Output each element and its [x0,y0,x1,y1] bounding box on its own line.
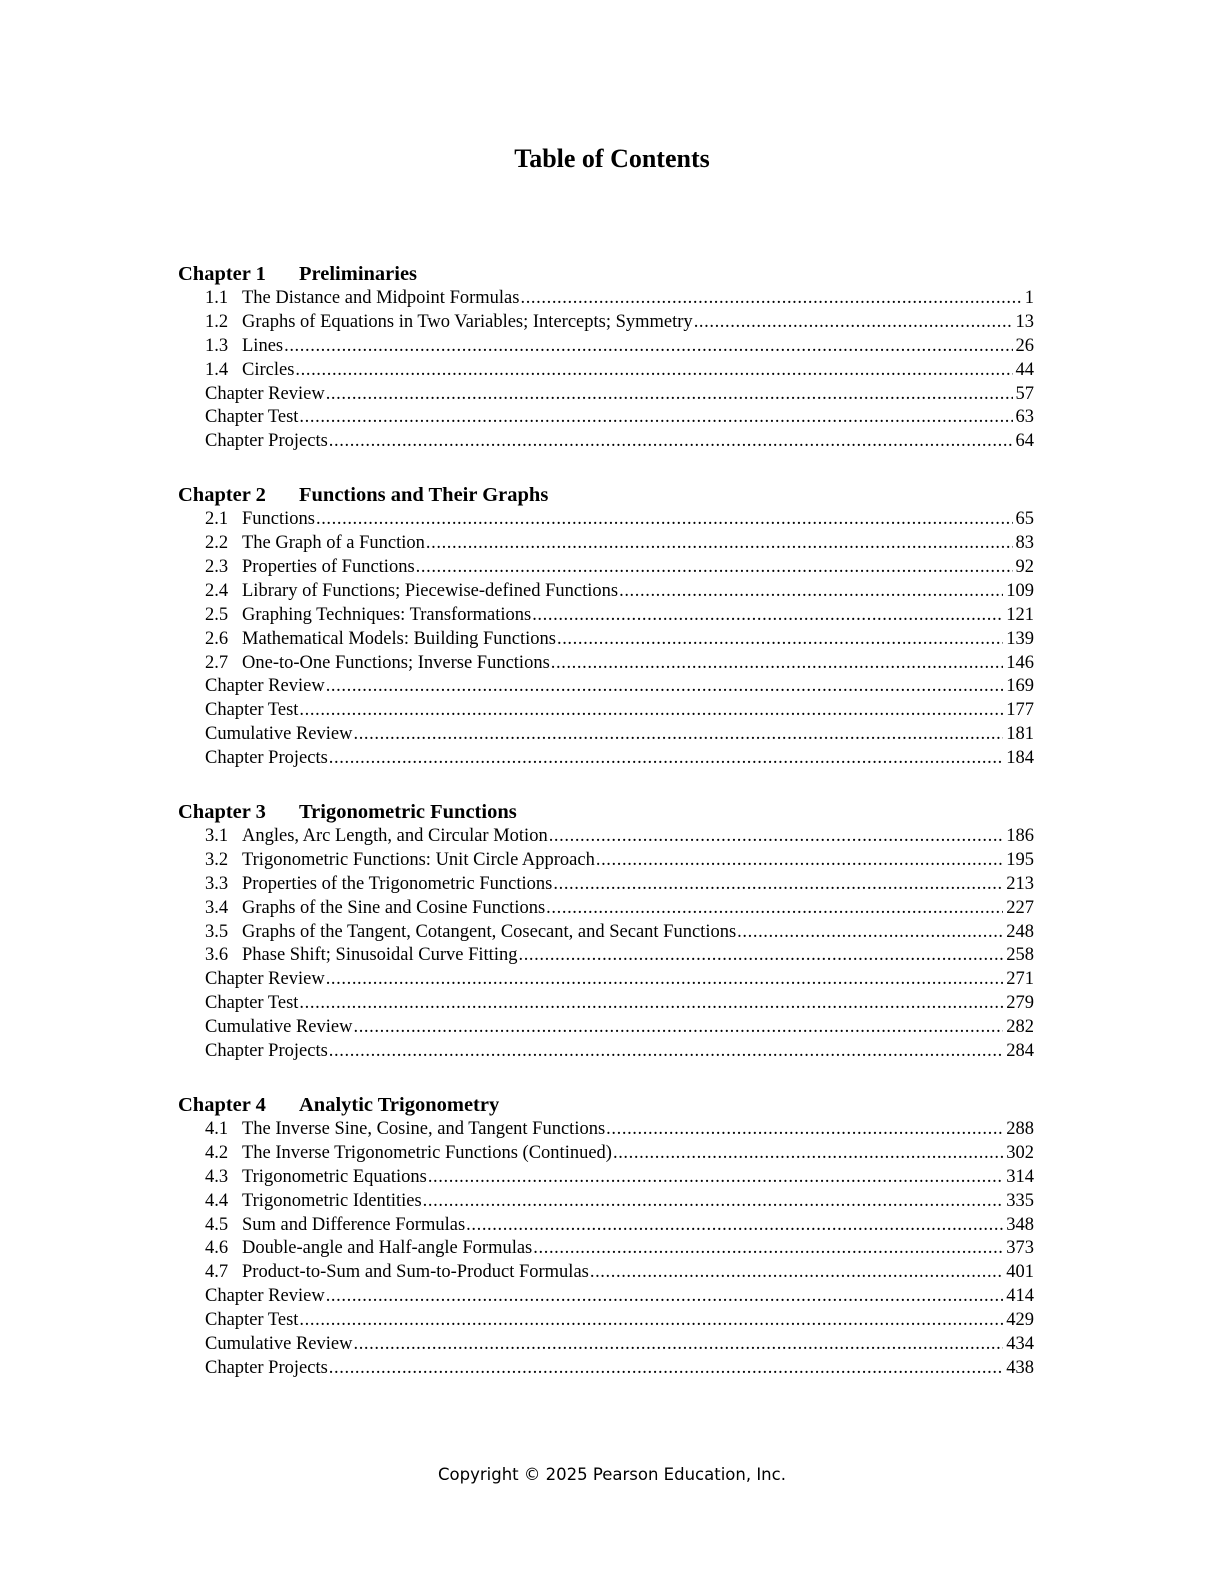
dot-leader [329,1040,1003,1064]
chapter-name: Functions and Their Graphs [299,484,549,507]
dot-leader [520,287,1021,311]
entry-title: The Graph of a Function [242,533,425,554]
dot-leader [299,699,1003,723]
page-number: 64 [1015,431,1034,452]
toc-entry[interactable] [205,1016,1034,1040]
chapter-entries [205,287,1034,454]
toc-entry[interactable] [205,897,1034,921]
entry-title: Angles, Arc Length, and Circular Motion [242,826,548,847]
entry-title: The Inverse Trigonometric Functions (Continued) [242,1142,612,1163]
page-number: 121 [1006,604,1034,625]
section-number: 3.4 [205,897,229,918]
toc-entry[interactable] [205,311,1034,335]
dot-leader [326,383,1013,407]
section-number: 1.3 [205,335,229,356]
section-number: 4.7 [205,1262,229,1283]
section-number: 2.2 [205,533,229,554]
entry-title: Chapter Test [205,1310,299,1331]
entry-title: Chapter Projects [205,1041,328,1062]
page-number: 26 [1015,335,1034,356]
entry-title: The Distance and Midpoint Formulas [242,288,520,308]
dot-leader [590,1261,1003,1285]
entry-title: Double-angle and Half-angle Formulas [242,1238,533,1259]
section-number: 1.4 [205,359,229,380]
page-number: 63 [1015,407,1034,428]
section-number: 2.4 [205,580,229,601]
section-number: 4.2 [205,1142,229,1163]
toc-entry[interactable] [205,968,1034,992]
toc-entry[interactable] [205,532,1034,556]
chapter-entries [205,508,1034,771]
chapter-entries [205,1118,1034,1381]
dot-leader [596,849,1003,873]
entry-title: Trigonometric Equations [242,1166,427,1187]
entry-title: The Inverse Sine, Cosine, and Tangent Functions [242,1118,606,1139]
page-title: Table of Contents [514,144,710,173]
page-number: 186 [1006,826,1034,847]
entry-title: One-to-One Functions; Inverse Functions [242,652,550,673]
page-number: 248 [1006,921,1034,942]
section-number: 1.2 [205,311,229,332]
page-number: 92 [1015,557,1034,578]
chapter-number: Chapter 2 [178,484,266,507]
dot-leader [557,628,1003,652]
toc-entry[interactable] [205,1040,1034,1064]
entry-title: Chapter Projects [205,748,328,769]
dot-leader [613,1142,1003,1166]
toc-entry[interactable] [205,383,1034,407]
table-of-contents [178,261,1034,1409]
page-number: 282 [1006,1017,1034,1038]
dot-leader [428,1166,1003,1190]
toc-entry[interactable] [205,1118,1034,1142]
dot-leader [353,1333,1003,1357]
entry-title: Cumulative Review [205,724,353,745]
section-number: 3.6 [205,945,229,966]
page-number: 227 [1006,897,1034,918]
toc-entry[interactable] [205,825,1034,849]
page-number: 271 [1006,969,1034,990]
toc-entry[interactable] [205,508,1034,532]
dot-leader [533,1237,1003,1261]
dot-leader [326,675,1004,699]
dot-leader [353,1016,1003,1040]
toc-entry[interactable] [205,699,1034,723]
chapter-name: Analytic Trigonometry [299,1093,500,1116]
dot-leader [326,1285,1004,1309]
entry-title: Chapter Test [205,407,299,428]
toc-entry[interactable] [205,849,1034,873]
page-number: 284 [1006,1041,1034,1062]
dot-leader [426,532,1013,556]
page-number: 177 [1006,700,1034,721]
toc-entry[interactable] [205,335,1034,359]
entry-title: Lines [242,335,284,356]
page-number: 181 [1006,724,1034,745]
chapter-heading[interactable] [178,482,1034,508]
toc-entry[interactable] [205,652,1034,676]
entry-title: Chapter Review [205,383,325,404]
toc-entry[interactable] [205,1285,1034,1309]
entry-title: Graphs of Equations in Two Variables; Intercepts; Symmetry [242,311,693,332]
entry-title: Properties of the Trigonometric Functions [242,873,553,894]
section-number: 3.5 [205,921,229,942]
toc-entry[interactable] [205,1357,1034,1381]
dot-leader [737,921,1003,945]
toc-entry[interactable] [205,921,1034,945]
dot-leader [551,652,1003,676]
chapter-heading[interactable] [178,1092,1034,1118]
dot-leader [299,992,1003,1016]
entry-title: Mathematical Models: Building Functions [242,628,556,649]
entry-title: Chapter Review [205,969,325,990]
page-number: 44 [1015,359,1034,380]
toc-entry[interactable] [205,873,1034,897]
chapter-name: Trigonometric Functions [299,801,517,824]
dot-leader [606,1118,1003,1142]
toc-entry[interactable] [205,604,1034,628]
entry-title: Graphs of the Tangent, Cotangent, Cosecant, and Secant Functions [242,921,737,942]
dot-leader [329,430,1013,454]
page-number: 302 [1006,1142,1034,1163]
page-number: 1 [1024,288,1034,308]
toc-entry[interactable] [205,580,1034,604]
entry-title: Trigonometric Identities [242,1190,422,1211]
page-number: 373 [1006,1238,1034,1259]
toc-entry[interactable] [205,359,1034,383]
toc-entry[interactable] [205,556,1034,580]
entry-title: Cumulative Review [205,1017,353,1038]
toc-entry[interactable] [205,1309,1034,1333]
section-number: 3.2 [205,849,229,870]
section-number: 1.1 [205,288,229,308]
toc-entry[interactable] [205,723,1034,747]
entry-title: Graphs of the Sine and Cosine Functions [242,897,546,918]
page-number: 288 [1006,1118,1034,1139]
chapter-number: Chapter 3 [178,801,266,824]
dot-leader [353,723,1003,747]
section-number: 2.1 [205,509,229,530]
toc-entry[interactable] [205,287,1034,311]
dot-leader [284,335,1012,359]
section-number: 2.6 [205,628,229,649]
chapter-heading[interactable] [178,799,1034,825]
page-number: 57 [1015,383,1034,404]
entry-title: Chapter Review [205,676,325,697]
chapter-1 [178,261,1034,454]
page-number: 438 [1006,1357,1034,1378]
entry-title: Graphing Techniques: Transformations [242,604,532,625]
dot-leader [549,825,1004,849]
chapter-number: Chapter 4 [178,1093,266,1116]
chapter-2 [178,482,1034,771]
page-number: 258 [1006,945,1034,966]
page-number: 169 [1006,676,1034,697]
toc-entry[interactable] [205,1261,1034,1285]
entry-title: Sum and Difference Formulas [242,1214,466,1235]
toc-entry[interactable] [205,406,1034,430]
page-number: 184 [1006,748,1034,769]
section-number: 2.5 [205,604,229,625]
page-number: 139 [1006,628,1034,649]
dot-leader [694,311,1013,335]
chapter-number: Chapter 1 [178,263,266,285]
section-number: 2.3 [205,557,229,578]
entry-title: Chapter Review [205,1286,325,1307]
dot-leader [546,897,1003,921]
page-number: 13 [1015,311,1034,332]
section-number: 4.5 [205,1214,229,1235]
chapter-name: Preliminaries [299,263,418,285]
toc-entry[interactable] [205,430,1034,454]
dot-leader [518,944,1003,968]
chapter-entries [205,825,1034,1064]
section-number: 3.1 [205,826,229,847]
entry-title: Properties of Functions [242,557,415,578]
dot-leader [299,1309,1003,1333]
section-number: 4.1 [205,1118,229,1139]
page-number: 429 [1006,1310,1034,1331]
page-number: 414 [1006,1286,1034,1307]
entry-title: Circles [242,359,295,380]
chapter-heading[interactable] [178,261,1034,287]
page-number: 213 [1006,873,1034,894]
section-number: 2.7 [205,652,229,673]
toc-entry[interactable] [205,1333,1034,1357]
dot-leader [423,1190,1004,1214]
entry-title: Trigonometric Functions: Unit Circle Approach [242,849,595,870]
entry-title: Chapter Projects [205,1357,328,1378]
toc-entry[interactable] [205,1166,1034,1190]
dot-leader [316,508,1013,532]
toc-entry[interactable] [205,1237,1034,1261]
section-number: 4.6 [205,1238,229,1259]
entry-title: Functions [242,509,315,530]
dot-leader [326,968,1004,992]
section-number: 4.4 [205,1190,229,1211]
toc-entry[interactable] [205,992,1034,1016]
page-number: 348 [1006,1214,1034,1235]
toc-entry[interactable] [205,628,1034,652]
page-number: 279 [1006,993,1034,1014]
dot-leader [416,556,1013,580]
entry-title: Phase Shift; Sinusoidal Curve Fitting [242,945,518,966]
toc-entry[interactable] [205,1190,1034,1214]
entry-title: Chapter Test [205,700,299,721]
entry-title: Library of Functions; Piecewise-defined Functions [242,580,619,601]
toc-entry[interactable] [205,944,1034,968]
dot-leader [329,1357,1003,1381]
page-number: 401 [1006,1262,1034,1283]
entry-title: Cumulative Review [205,1333,353,1354]
dot-leader [553,873,1003,897]
toc-entry[interactable] [205,747,1034,771]
entry-title: Chapter Test [205,993,299,1014]
page-number: 335 [1006,1190,1034,1211]
toc-entry[interactable] [205,1142,1034,1166]
page-number: 434 [1006,1333,1034,1354]
dot-leader [532,604,1003,628]
dot-leader [329,747,1003,771]
dot-leader [466,1214,1003,1238]
page-number: 314 [1006,1166,1034,1187]
dot-leader [295,359,1012,383]
dot-leader [619,580,1003,604]
page-number: 83 [1015,533,1034,554]
chapter-3 [178,799,1034,1064]
section-number: 4.3 [205,1166,229,1187]
toc-entry[interactable] [205,1214,1034,1238]
copyright-footer: Copyright © 2025 Pearson Education, Inc. [438,1465,786,1484]
dot-leader [299,406,1012,430]
page-number: 65 [1015,509,1034,530]
page-number: 195 [1006,849,1034,870]
page-number: 109 [1006,580,1034,601]
section-number: 3.3 [205,873,229,894]
chapter-4 [178,1092,1034,1381]
page-number: 146 [1006,652,1034,673]
entry-title: Product-to-Sum and Sum-to-Product Formulas [242,1262,589,1283]
toc-entry[interactable] [205,675,1034,699]
entry-title: Chapter Projects [205,431,328,452]
